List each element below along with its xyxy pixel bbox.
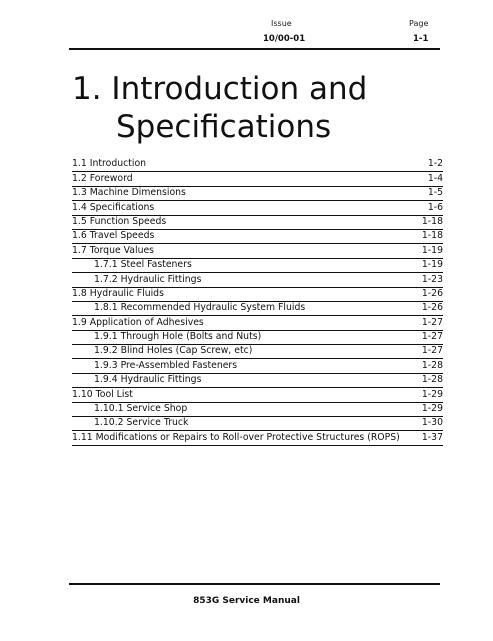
toc-entry-page: 1-19 xyxy=(421,259,443,271)
toc-entry-label: 1.9.2 Blind Holes (Cap Screw, etc) xyxy=(94,345,253,357)
table-of-contents xyxy=(72,158,443,446)
chapter-title xyxy=(72,70,432,146)
toc-entry[interactable] xyxy=(72,244,443,258)
toc-entry-page: 1-26 xyxy=(421,302,443,314)
toc-entry[interactable] xyxy=(72,201,443,215)
toc-entry[interactable] xyxy=(72,345,443,359)
toc-entry-label: 1.3 Machine Dimensions xyxy=(72,187,186,199)
toc-entry-page: 1-2 xyxy=(427,158,443,170)
toc-entry-page: 1-18 xyxy=(421,215,443,227)
toc-entry-label: 1.5 Function Speeds xyxy=(72,215,167,227)
toc-entry[interactable] xyxy=(72,172,443,186)
toc-entry-label: 1.7.2 Hydraulic Fittings xyxy=(94,273,202,285)
toc-entry-label: 1.11 Modifications or Repairs to Roll-over Protective Structures (ROPS) xyxy=(72,431,400,443)
toc-entry[interactable] xyxy=(72,302,443,316)
toc-entry-label: 1.10.1 Service Shop xyxy=(94,403,188,415)
toc-entry-page: 1-29 xyxy=(421,403,443,415)
toc-entry-page: 1-28 xyxy=(421,359,443,371)
toc-entry-label: 1.7.1 Steel Fasteners xyxy=(94,259,192,271)
toc-entry[interactable] xyxy=(72,403,443,417)
toc-entry[interactable] xyxy=(72,331,443,345)
toc-entry-page: 1-19 xyxy=(421,244,443,256)
header-labels xyxy=(0,19,493,33)
toc-entry-page: 1-6 xyxy=(427,201,443,213)
issue-label: Issue xyxy=(271,19,292,28)
toc-entry-label: 1.4 Specifications xyxy=(72,201,155,213)
toc-entry[interactable] xyxy=(72,316,443,330)
toc-entry-label: 1.9.1 Through Hole (Bolts and Nuts) xyxy=(94,331,262,343)
toc-entry-page: 1-37 xyxy=(421,431,443,443)
toc-entry-page: 1-27 xyxy=(421,331,443,343)
page-label: Page xyxy=(409,19,429,28)
issue-value: 10/00-01 xyxy=(263,34,306,44)
toc-entry-label: 1.8 Hydraulic Fluids xyxy=(72,287,164,299)
toc-entry-page: 1-28 xyxy=(421,374,443,386)
toc-entry[interactable] xyxy=(72,216,443,230)
footer-divider xyxy=(69,583,440,585)
toc-entry-page: 1-27 xyxy=(421,345,443,357)
toc-entry-label: 1.9.4 Hydraulic Fittings xyxy=(94,374,202,386)
toc-entry[interactable] xyxy=(72,273,443,287)
toc-entry-label: 1.9.3 Pre-Assembled Fasteners xyxy=(94,359,238,371)
toc-entry[interactable] xyxy=(72,388,443,402)
toc-entry-label: 1.2 Foreword xyxy=(72,172,133,184)
toc-entry-label: 1.7 Torque Values xyxy=(72,244,155,256)
toc-entry-label: 1.10 Tool List xyxy=(72,388,133,400)
manual-title: 853G Service Manual xyxy=(193,596,300,606)
toc-entry-label: 1.1 Introduction xyxy=(72,158,147,170)
toc-entry-page: 1-23 xyxy=(421,273,443,285)
toc-entry-page: 1-18 xyxy=(421,230,443,242)
toc-entry-label: 1.8.1 Recommended Hydraulic System Fluids xyxy=(94,302,306,314)
toc-entry[interactable] xyxy=(72,417,443,431)
toc-entry-page: 1-5 xyxy=(427,187,443,199)
toc-entry-label: 1.9 Application of Adhesives xyxy=(72,316,204,328)
chapter-title-line-2: Specifications xyxy=(116,109,332,145)
toc-entry-page: 1-30 xyxy=(421,417,443,429)
toc-entry[interactable] xyxy=(72,431,443,445)
toc-entry-label: 1.6 Travel Speeds xyxy=(72,230,155,242)
header-divider xyxy=(69,48,440,50)
toc-entry-page: 1-26 xyxy=(421,287,443,299)
toc-entry[interactable] xyxy=(72,359,443,373)
toc-entry-page: 1-27 xyxy=(421,316,443,328)
toc-entry-label: 1.10.2 Service Truck xyxy=(94,417,189,429)
toc-entry[interactable] xyxy=(72,259,443,273)
toc-entry-page: 1-4 xyxy=(427,172,443,184)
toc-entry[interactable] xyxy=(72,374,443,388)
chapter-title-line-1: 1. Introduction and xyxy=(72,71,368,107)
toc-entry[interactable] xyxy=(72,230,443,244)
toc-entry[interactable] xyxy=(72,187,443,201)
header-values xyxy=(0,34,493,48)
toc-entry[interactable] xyxy=(72,288,443,302)
toc-entry-page: 1-29 xyxy=(421,388,443,400)
page-number: 1-1 xyxy=(413,34,429,44)
toc-entry[interactable] xyxy=(72,158,443,172)
